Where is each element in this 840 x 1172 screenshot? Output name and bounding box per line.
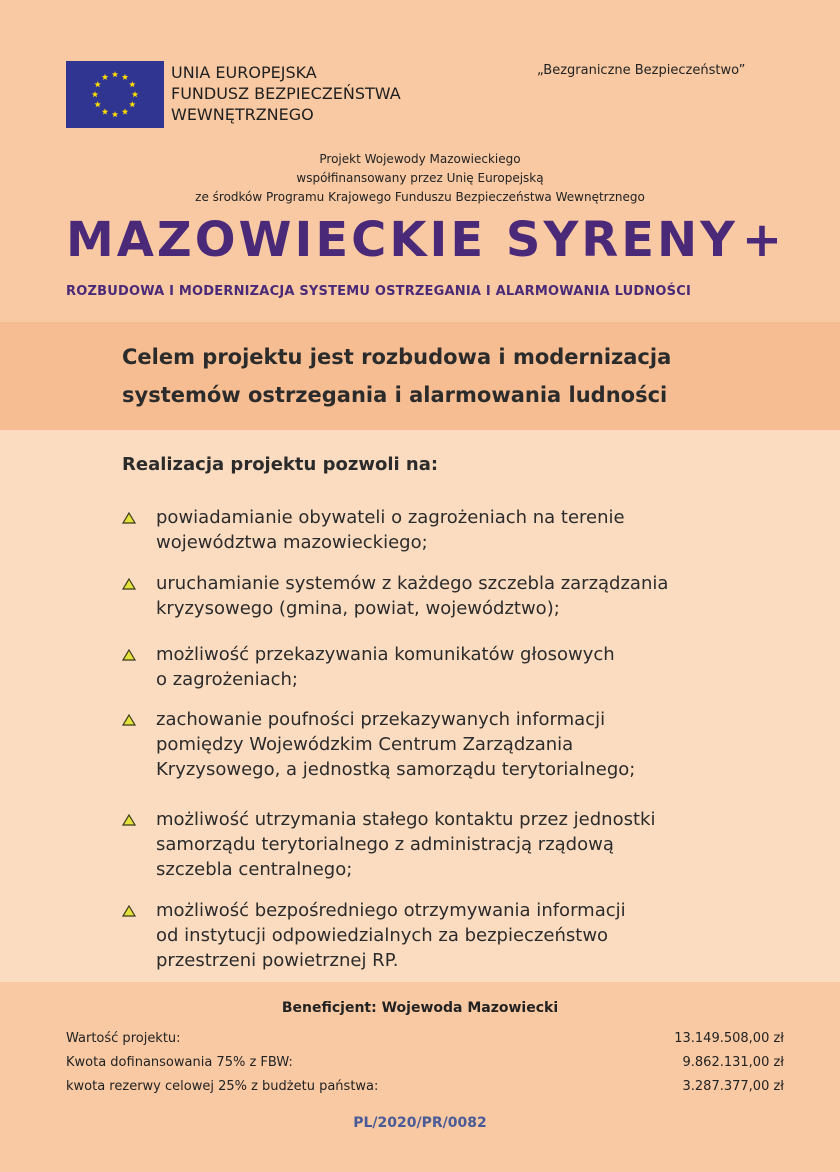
eu-star-icon <box>102 74 108 80</box>
eu-star-icon <box>122 74 128 80</box>
eu-star-icon <box>129 81 135 87</box>
triangle-bullet-icon <box>122 578 136 590</box>
funding-line-3: ze środków Programu Krajowego Funduszu Bezpieczeństwa Wewnętrznego <box>195 190 645 204</box>
list-item-text <box>156 642 716 692</box>
funding-line-2: współfinansowany przez Unię Europejską <box>296 171 544 185</box>
eu-line-2: FUNDUSZ BEZPIECZEŃSTWA <box>171 84 401 103</box>
triangle-bullet-icon <box>122 649 136 661</box>
plus-icon: + <box>741 212 786 268</box>
eu-star-icon <box>132 91 138 97</box>
list-item-line: przestrzeni powietrznej RP. <box>156 950 399 971</box>
project-subtitle: ROZBUDOWA I MODERNIZACJA SYSTEMU OSTRZEGANIA I ALARMOWANIA LUDNOŚCI <box>66 284 692 299</box>
list-item-text <box>156 571 716 621</box>
list-item-line: możliwość utrzymania stałego kontaktu przez jednostki <box>156 809 656 830</box>
eu-star-icon <box>112 71 118 77</box>
eu-star-icon <box>112 111 118 117</box>
list-item-line: kryzysowego (gmina, powiat, województwo); <box>156 598 560 619</box>
goal-line-2: systemów ostrzegania i alarmowania ludności <box>122 383 668 407</box>
finance-label: kwota rezerwy celowej 25% z budżetu państwa: <box>66 1079 379 1094</box>
list-item-line: od instytucji odpowiedzialnych za bezpieczeństwo <box>156 925 609 946</box>
list-heading: Realizacja projektu pozwoli na: <box>122 454 439 475</box>
eu-star-icon <box>122 108 128 114</box>
triangle-bullet-icon <box>122 714 136 726</box>
triangle-bullet-icon <box>122 905 136 917</box>
list-item-text <box>156 505 716 555</box>
eu-line-1: UNIA EUROPEJSKA <box>171 63 317 82</box>
finance-label: Kwota dofinansowania 75% z FBW: <box>66 1055 293 1070</box>
list-item-line: powiadamianie obywateli o zagrożeniach na terenie <box>156 507 625 528</box>
project-goal <box>122 338 722 414</box>
finance-value: 9.862.131,00 zł <box>682 1055 784 1070</box>
project-code: PL/2020/PR/0082 <box>353 1115 487 1131</box>
triangle-bullet-icon <box>122 512 136 524</box>
eu-line-3: WEWNĘTRZNEGO <box>171 105 314 124</box>
list-item-line: Kryzysowego, a jednostką samorządu terytorialnego; <box>156 759 636 780</box>
eu-flag-logo <box>66 61 164 128</box>
eu-star-icon <box>129 101 135 107</box>
list-item-text <box>156 807 716 882</box>
list-item-line: zachowanie poufności przekazywanych informacji <box>156 709 606 730</box>
list-item-text <box>156 898 716 973</box>
list-item-line: pomiędzy Wojewódzkim Centrum Zarządzania <box>156 734 574 755</box>
finance-value: 3.287.377,00 zł <box>682 1079 784 1094</box>
project-title <box>66 210 786 270</box>
list-item-line: możliwość bezpośredniego otrzymywania informacji <box>156 900 626 921</box>
list-item-line: województwa mazowieckiego; <box>156 532 428 553</box>
triangle-bullet-icon <box>122 814 136 826</box>
eu-stars-icon <box>66 61 164 128</box>
list-item-line: uruchamianie systemów z każdego szczebla zarządzania <box>156 573 669 594</box>
funding-info <box>0 150 840 207</box>
beneficiary: Beneficjent: Wojewoda Mazowiecki <box>281 1000 559 1016</box>
eu-star-icon <box>102 108 108 114</box>
motto: „Bezgraniczne Bezpieczeństwo” <box>537 63 746 78</box>
eu-star-icon <box>94 81 100 87</box>
eu-star-icon <box>94 101 100 107</box>
list-item-text <box>156 707 716 782</box>
goal-line-1: Celem projektu jest rozbudowa i modernizacja <box>122 345 672 369</box>
project-title-text: MAZOWIECKIE SYRENY <box>66 212 738 268</box>
list-item-line: szczebla centralnego; <box>156 859 353 880</box>
eu-star-icon <box>92 91 98 97</box>
finance-label: Wartość projektu: <box>66 1031 181 1046</box>
list-item-line: samorządu terytorialnego z administracją rządową <box>156 834 614 855</box>
finance-value: 13.149.508,00 zł <box>674 1031 784 1046</box>
funding-line-1: Projekt Wojewody Mazowieckiego <box>319 152 521 166</box>
list-item-line: możliwość przekazywania komunikatów głosowych <box>156 644 615 665</box>
eu-fund-name <box>171 62 401 125</box>
list-item-line: o zagrożeniach; <box>156 669 298 690</box>
